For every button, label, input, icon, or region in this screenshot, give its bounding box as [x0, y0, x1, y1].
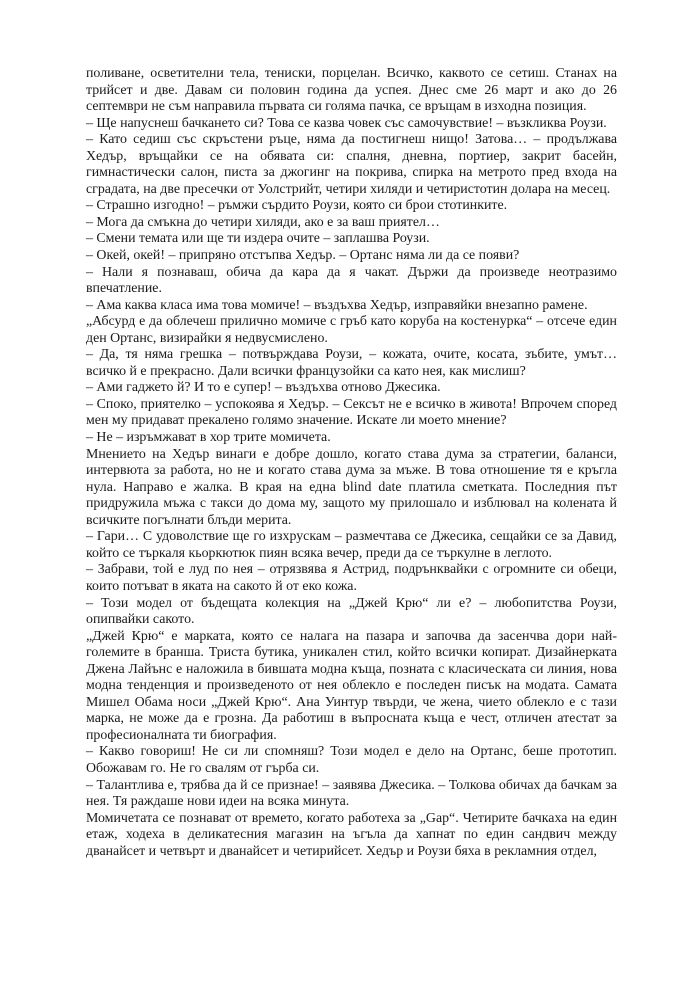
- paragraph-14: – Не – изръмжават в хор трите момичета.: [86, 430, 331, 446]
- paragraph-1: поливане, осветителни тела, тениски, порцелан. Всичко, каквото се сетиш. Станах на трийсет и две. Давам си половин година да успея. Днес сме 26 март и ако до 26 септември не съм направила първата си голяма пачка, се връщам в изходна позиция.: [86, 66, 617, 115]
- paragraph-6: – Смени темата или ще ти издера очите – заплашва Роузи.: [86, 231, 430, 247]
- paragraph-7: – Окей, окей! – припряно отстъпва Хедър. – Ортанс няма ли да се появи?: [86, 248, 520, 264]
- paragraph-19: „Джей Крю“ е марката, която се налага на пазара и започва да засенчва дори най-големите в бранша. Триста бутика, уникален стил, който всички копират. Дизайнерката Джена Лайънс е наложила в бившата модна къща, позната с класическата си линия, нова модна тенденция и произведеното от нея облекло е последен писък на модата. Самата Мишел Обама носи „Джей Крю“. Ана Уинтур твърди, че жена, чието облекло е с тази марка, не може да е грозна. Да работиш в въпросната къща е чест, отличен атестат за професионалната ти биография.: [86, 628, 617, 743]
- paragraph-22: Момичетата се познават от времето, когато работеха за „Gap“. Четирите бачкаха на един етаж, ходеха в деликатесния магазин на ъгъла да хапнат по един сандвич между дванайсет и четвърт и дванайсет и четирийсет. Хедър и Роузи бяха в рекламния отдел,: [86, 810, 617, 859]
- paragraph-5: – Мога да смъкна до четири хиляди, ако е за ваш приятел…: [86, 214, 440, 230]
- paragraph-20: – Какво говориш! Не си ли спомняш? Този модел е дело на Ортанс, беше прототип. Обожавам го. Не го свалям от гърба си.: [86, 744, 617, 776]
- paragraph-9: – Ама каква класа има това момиче! – въздъхва Хедър, изправяйки внезапно рамене.: [86, 297, 588, 313]
- paragraph-16: – Гари… С удоволствие ще го изхрускам – размечтава се Джесика, сещайки се за Давид, който се търкаля кьоркютюк пиян всяка вечер, преди да се търкулне в леглото.: [86, 529, 617, 561]
- paragraph-8: – Нали я познаваш, обича да кара да я чакат. Държи да произведе неотразимо впечатление.: [86, 264, 617, 297]
- paragraph-3: – Като седиш със скръстени ръце, няма да постигнеш нищо! Затова… – продължава Хедър, връщайки се на обявата си: спалня, дневна, портиер, закрит басейн, гимнастически салон, писта за джогинг на покрива, спирка на метрото пред входа на сградата, на две пресечки от Уолстрийт, четири хиляди и четиристотин долара на месец.: [86, 132, 617, 197]
- document-page: [86, 66, 617, 860]
- paragraph-17: – Забрави, той е луд по нея – отрязвява я Астрид, подрънквайки с огромните си обеци, които потъват в яката на сакото й от еко кожа.: [86, 562, 617, 594]
- paragraph-11: – Да, тя няма грешка – потвърждава Роузи, – кожата, очите, косата, зъбите, умът… всичко й е прекрасно. Дали всички французойки са като нея, как мислиш?: [86, 347, 617, 379]
- paragraph-2: – Ще напуснеш бачкането си? Това се казва човек със самочувствие! – възкликва Роузи.: [86, 115, 607, 131]
- paragraph-10: „Абсурд е да облечеш прилично момиче с гръб като коруба на костенурка“ – отсече един ден Ортанс, визирайки я недвусмислено.: [86, 314, 617, 346]
- paragraph-18: – Този модел от бъдещата колекция на „Джей Крю“ ли е? – любопитства Роузи, опипвайки сакото.: [86, 595, 617, 628]
- paragraph-4: – Страшно изгодно! – ръмжи сърдито Роузи, която си брои стотинките.: [86, 198, 508, 214]
- paragraph-21: – Талантлива е, трябва да й се признае! – заявява Джесика. – Толкова обичах да бачкам за нея. Тя раждаше нови идеи на всяка минута.: [86, 777, 617, 810]
- paragraph-12: – Ами гаджето й? И то е супер! – въздъхва отново Джесика.: [86, 380, 441, 396]
- paragraph-13: – Споко, приятелко – успокоява я Хедър. – Сексът не е всичко в живота! Впрочем според мен му придават прекалено голямо значение. Искате ли моето мнение?: [86, 396, 617, 429]
- paragraph-15: Мнението на Хедър винаги е добре дошло, когато става дума за стратегии, баланси, интервюта за работа, но не и когато става дума за мъже. В това отношение тя е кръгла нула. Направо е жалка. В края на една blind date платила сметката. Последния път придружила мъжа с такси до дома му, защото му прилошало и изблювал на колената й всичките погълнати блъди мерита.: [86, 446, 617, 528]
